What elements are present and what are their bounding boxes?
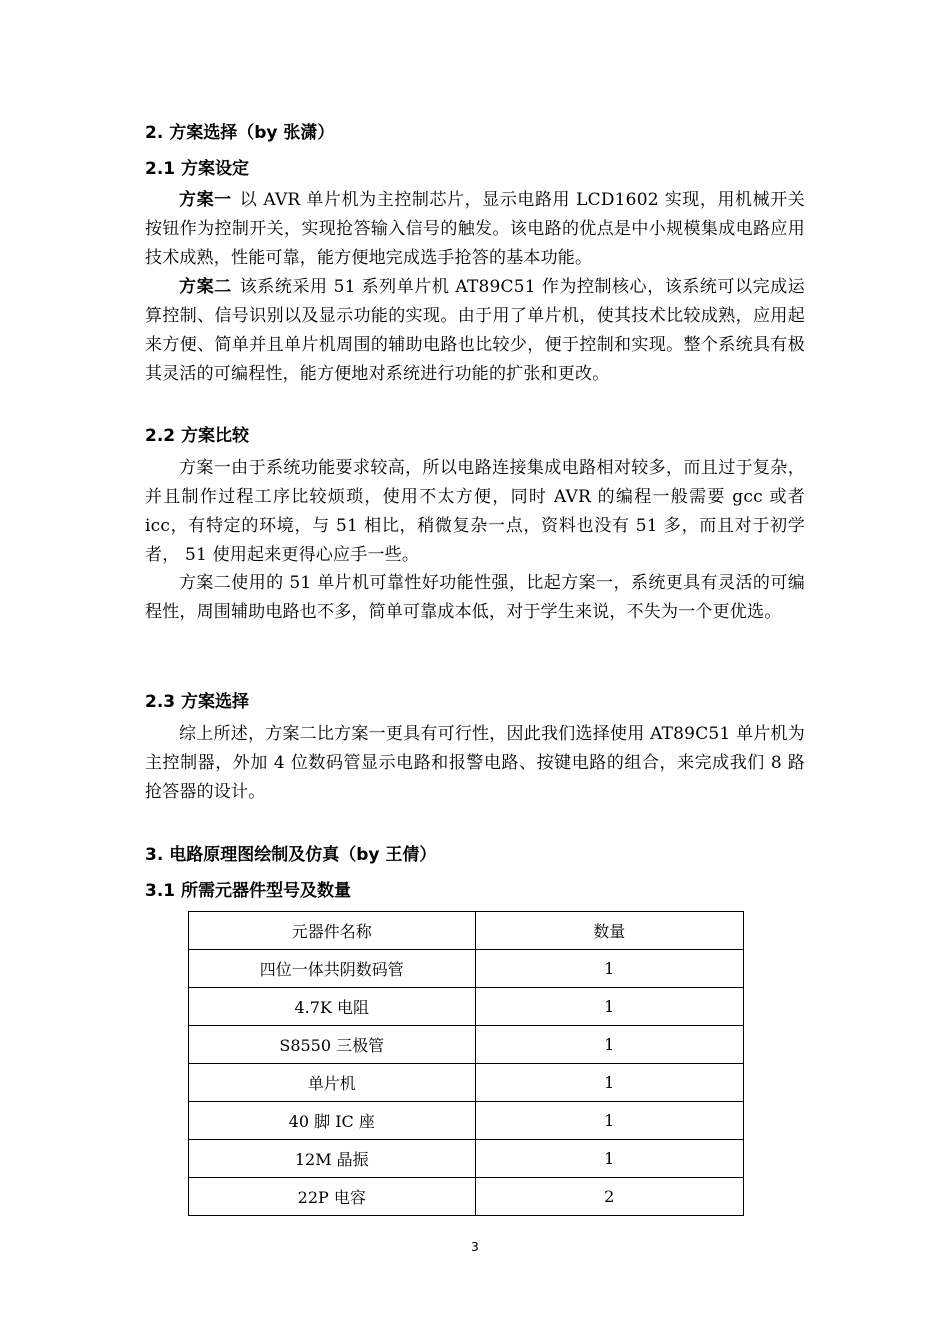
table-row (189, 1178, 744, 1216)
component-quantity: 1 (475, 1140, 743, 1178)
component-quantity: 1 (475, 1102, 743, 1140)
scheme-one-text: 以 AVR 单片机为主控制芯片，显示电路用 LCD1602 实现，用机械开关按钮作为控制开关，实现抢答输入信号的触发。该电路的优点是中小规模集成电路应用技术成熟，性能可靠，能方便地完成选手抢答的基本功能。 (145, 190, 805, 268)
scheme-two-label: 方案二 (179, 277, 232, 297)
component-quantity: 2 (475, 1178, 743, 1216)
component-name: 40 脚 IC 座 (189, 1102, 476, 1140)
table-row (189, 988, 744, 1026)
scheme-two-text: 该系统采用 51 系列单片机 AT89C51 作为控制核心，该系统可以完成运算控制、信号识别以及显示功能的实现。由于用了单片机，使其技术比较成熟，应用起来方便、简单并且单片机周围的辅助电路也比较少，便于控制和实现。整个系统具有极其灵活的可编程性，能方便地对系统进行功能的扩张和更改。 (145, 277, 805, 384)
section-2-3-title: 2.3 方案选择 (145, 692, 250, 712)
section-3-title: 3. 电路原理图绘制及仿真（by 王倩） (145, 845, 437, 865)
section-2-2-paragraph-1: 方案一由于系统功能要求较高，所以电路连接集成电路相对较多，而且过于复杂，并且制作过程工序比较烦琐，使用不太方便，同时 AVR 的编程一般需要 gcc 或者 icc，有特定的环境，与 51 相比，稍微复杂一点，资料也没有 51 多，而且对于初学者， 51 使用起来更得心应手一些。 (145, 458, 805, 565)
section-2-3-paragraph-1: 综上所述，方案二比方案一更具有可行性，因此我们选择使用 AT89C51 单片机为主控制器，外加 4 位数码管显示电路和报警电路、按键电路的组合，来完成我们 8 路抢答器的设计。 (145, 724, 805, 802)
component-quantity: 1 (475, 1064, 743, 1102)
component-name: 4.7K 电阻 (189, 988, 476, 1026)
table-row (189, 1064, 744, 1102)
section-2-2-title: 2.2 方案比较 (145, 426, 250, 446)
table-row (189, 1140, 744, 1178)
component-quantity: 1 (475, 950, 743, 988)
table-row (189, 950, 744, 988)
section-2-title: 2. 方案选择（by 张潇） (145, 123, 335, 143)
component-name: 22P 电容 (189, 1178, 476, 1216)
section-2-1-paragraph-1 (145, 186, 805, 273)
scheme-one-label: 方案一 (179, 190, 232, 210)
component-name: 单片机 (189, 1064, 476, 1102)
component-quantity: 1 (475, 988, 743, 1026)
column-header-quantity: 数量 (475, 912, 743, 950)
section-2-1-paragraph-2 (145, 273, 805, 389)
page-number: 3 (471, 1240, 479, 1254)
column-header-name: 元器件名称 (189, 912, 476, 950)
table-row (189, 1102, 744, 1140)
section-3-1-title: 3.1 所需元器件型号及数量 (145, 881, 352, 901)
section-2-2-paragraph-2: 方案二使用的 51 单片机可靠性好功能性强，比起方案一，系统更具有灵活的可编程性，周围辅助电路也不多，简单可靠成本低，对于学生来说，不失为一个更优选。 (145, 573, 805, 622)
component-name: S8550 三极管 (189, 1026, 476, 1064)
table-row (189, 1026, 744, 1064)
component-quantity: 1 (475, 1026, 743, 1064)
components-table (188, 911, 744, 1216)
component-name: 四位一体共阴数码管 (189, 950, 476, 988)
table-header-row (189, 912, 744, 950)
component-name: 12M 晶振 (189, 1140, 476, 1178)
section-2-1-title: 2.1 方案设定 (145, 159, 250, 179)
